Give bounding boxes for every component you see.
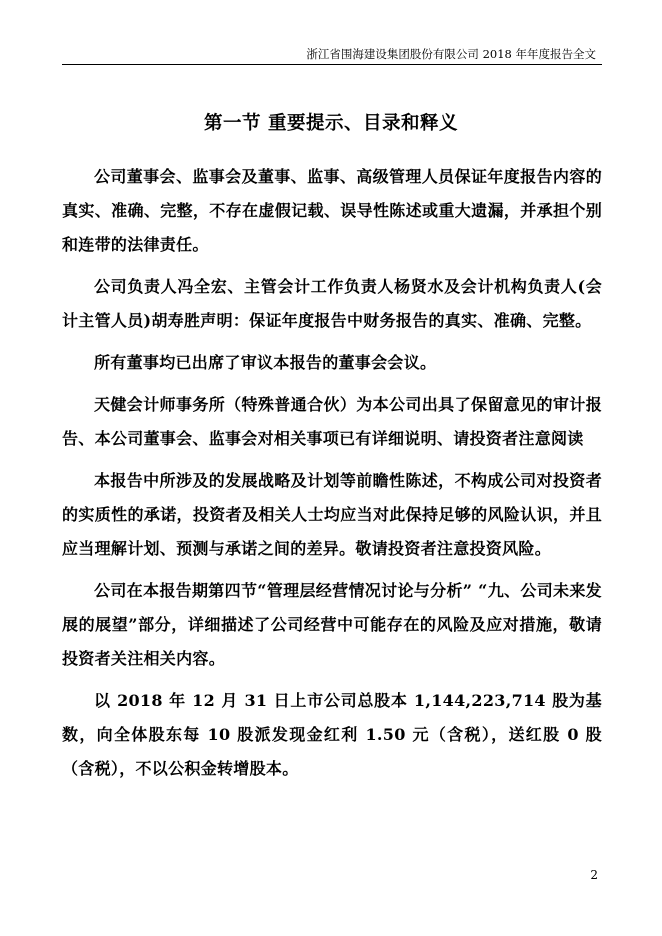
paragraph-board-attendance: 所有董事均已出席了审议本报告的董事会会议。 xyxy=(94,353,437,372)
running-header: 浙江省围海建设集团股份有限公司 2018 年年度报告全文 xyxy=(306,47,596,61)
paragraph-dividend: 以 2018 年 12 月 31 日上市公司总股本 1,144,223,714 股为基数，向全体股东每 10 股派发现金红利 1.50 元（含税），送红股 0 股（含税），不以公积金转增股本。 xyxy=(62,691,602,778)
document-body xyxy=(62,160,602,794)
header-rule xyxy=(62,64,602,65)
paragraph-forward-looking: 本报告中所涉及的发展战略及计划等前瞻性陈述，不构成公司对投资者的实质性的承诺，投资者及相关人士均应当对此保持足够的风险认识，并且应当理解计划、预测与承诺之间的差异。敬请投资者注意投资风险。 xyxy=(62,471,602,558)
section-title: 第一节 重要提示、目录和释义 xyxy=(204,113,458,134)
paragraph-audit-opinion: 天健会计师事务所（特殊普通合伙）为本公司出具了保留意见的审计报告、本公司董事会、监事会对相关事项已有详细说明、请投资者注意阅读 xyxy=(62,395,602,448)
paragraph-risk-reference: 公司在本报告期第四节“管理层经营情况讨论与分析” “九、公司未来发展的展望”部分，详细描述了公司经营中可能存在的风险及应对措施，敬请投资者关注相关内容。 xyxy=(62,581,602,668)
paragraph-responsible-persons: 公司负责人冯全宏、主管会计工作负责人杨贤水及会计机构负责人(会计主管人员)胡寿胜声明：保证年度报告中财务报告的真实、准确、完整。 xyxy=(62,277,602,330)
paragraph-assurance: 公司董事会、监事会及董事、监事、高级管理人员保证年度报告内容的真实、准确、完整，不存在虚假记载、误导性陈述或重大遗漏，并承担个别和连带的法律责任。 xyxy=(62,167,602,254)
page-number: 2 xyxy=(590,868,598,882)
